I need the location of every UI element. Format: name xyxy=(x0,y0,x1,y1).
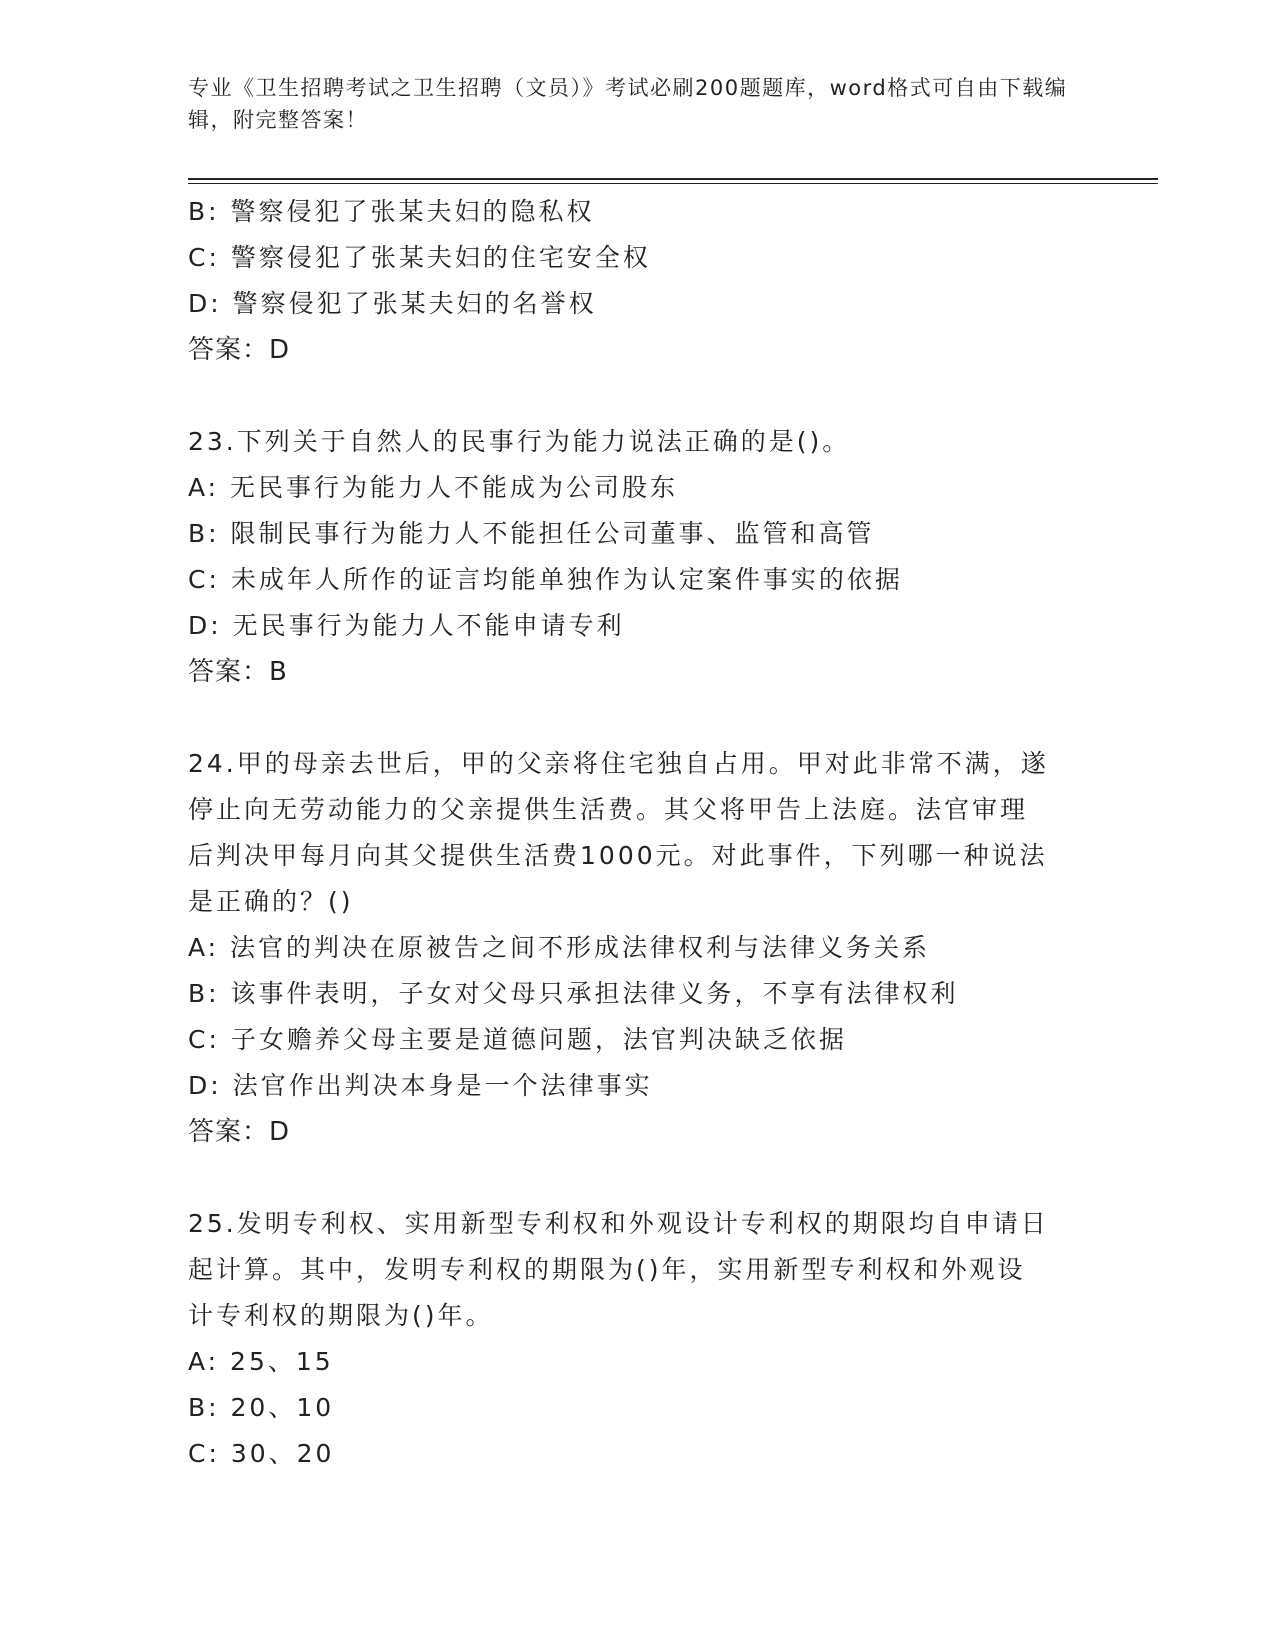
option-a: A: 法官的判决在原被告之间不形成法律权利与法律义务关系 xyxy=(188,933,931,962)
option-d: D: 警察侵犯了张某夫妇的名誉权 xyxy=(188,289,597,318)
question-stem-line: 起计算。其中，发明专利权的期限为()年，实用新型专利权和外观设 xyxy=(188,1255,1026,1284)
option-d: D: 法官作出判决本身是一个法律事实 xyxy=(188,1071,653,1100)
option-c: C: 30、20 xyxy=(188,1439,335,1468)
option-b: B: 20、10 xyxy=(188,1393,335,1422)
spacer xyxy=(188,373,1088,419)
spacer xyxy=(188,695,1088,741)
question-23 xyxy=(188,419,1088,695)
answer-line: 答案：B xyxy=(188,657,288,687)
header-rule-thick xyxy=(188,178,1158,180)
option-c: C: 子女赡养父母主要是道德问题，法官判决缺乏依据 xyxy=(188,1025,847,1054)
option-a: A: 25、15 xyxy=(188,1347,334,1376)
question-stem-line: 停止向无劳动能力的父亲提供生活费。其父将甲告上法庭。法官审理 xyxy=(188,795,1029,824)
option-d: D: 无民事行为能力人不能申请专利 xyxy=(188,611,625,640)
question-stem-line: 是正确的？() xyxy=(188,887,354,916)
option-a: A: 无民事行为能力人不能成为公司股东 xyxy=(188,473,679,502)
option-c: C: 警察侵犯了张某夫妇的住宅安全权 xyxy=(188,243,651,272)
answer-line: 答案：D xyxy=(188,335,291,365)
option-c: C: 未成年人所作的证言均能单独作为认定案件事实的依据 xyxy=(188,565,903,594)
question-stem-line: 24.甲的母亲去世后，甲的父亲将住宅独自占用。甲对此非常不满，遂 xyxy=(188,749,1049,778)
answer-line: 答案：D xyxy=(188,1117,291,1147)
question-stem-line: 25.发明专利权、实用新型专利权和外观设计专利权的期限均自申请日 xyxy=(188,1209,1049,1238)
question-stem: 23.下列关于自然人的民事行为能力说法正确的是()。 xyxy=(188,427,851,456)
question-stem-line: 后判决甲每月向其父提供生活费1000元。对此事件，下列哪一种说法 xyxy=(188,841,1048,870)
option-b: B: 警察侵犯了张某夫妇的隐私权 xyxy=(188,197,595,226)
spacer xyxy=(188,1155,1088,1201)
question-content xyxy=(188,189,1088,1477)
question-24 xyxy=(188,741,1088,1155)
question-25 xyxy=(188,1201,1088,1477)
option-b: B: 限制民事行为能力人不能担任公司董事、监管和高管 xyxy=(188,519,875,548)
question-stem-line: 计专利权的期限为()年。 xyxy=(188,1301,494,1330)
prev-question xyxy=(188,189,1088,373)
option-b: B: 该事件表明，子女对父母只承担法律义务，不享有法律权利 xyxy=(188,979,959,1008)
document-header: 专业《卫生招聘考试之卫生招聘（文员）》考试必刷200题题库，word格式可自由下载编辑，附完整答案！ xyxy=(188,76,1068,132)
header-rule-thin xyxy=(188,183,1158,184)
